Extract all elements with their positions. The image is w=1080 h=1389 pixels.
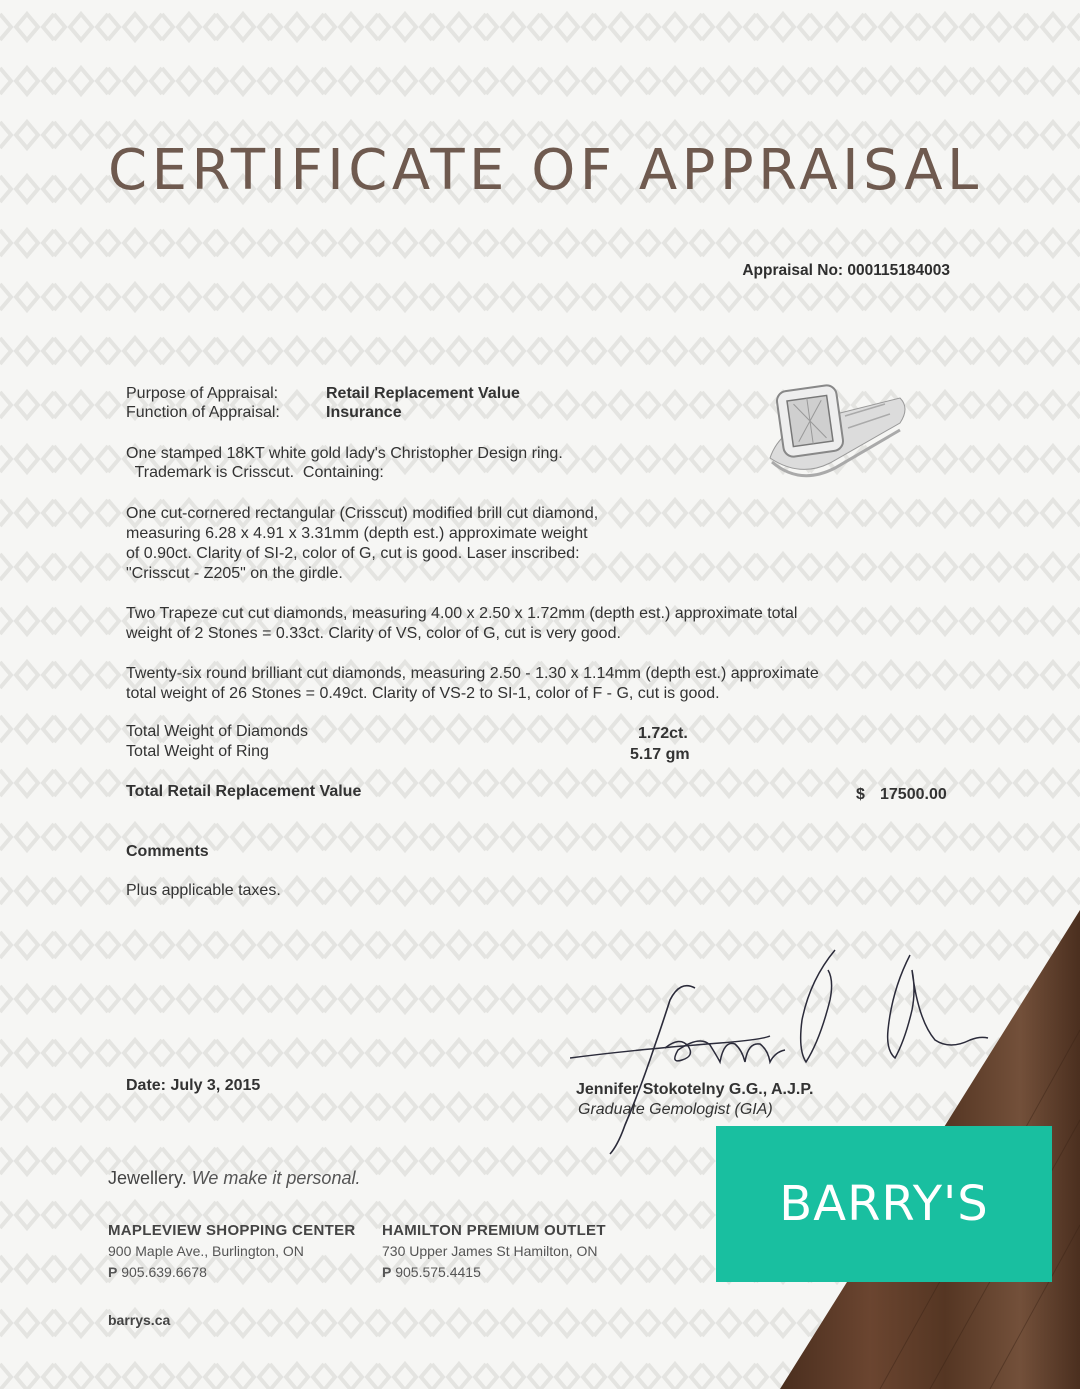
stone1-line1: One cut-cornered rectangular (Crisscut) modified brill cut diamond,: [126, 505, 599, 522]
store2-phone-label: P: [382, 1264, 392, 1280]
total-diamonds-label: Total Weight of Diamonds: [126, 723, 309, 740]
store2-name: HAMILTON PREMIUM OUTLET: [382, 1222, 606, 1239]
purpose-label: Purpose of Appraisal:: [126, 385, 279, 402]
website: barrys.ca: [108, 1312, 171, 1328]
document-title: CERTIFICATE OF APPRAISAL: [108, 138, 983, 203]
diamond-ring-image: [760, 378, 910, 493]
ring-desc-line2: Trademark is Crisscut. Containing:: [126, 464, 384, 481]
tagline: [108, 1168, 360, 1189]
total-diamonds-value: 1.72ct.: [638, 725, 688, 742]
function-label: Function of Appraisal:: [126, 404, 280, 421]
function-value: Insurance: [326, 404, 402, 421]
stone2-line2: weight of 2 Stones = 0.33ct. Clarity of VS, color of G, cut is very good.: [126, 625, 621, 642]
store2-address: 730 Upper James St Hamilton, ON: [382, 1243, 598, 1259]
appraisal-number: Appraisal No: 000115184003: [742, 262, 950, 279]
store2-phone-line: [382, 1264, 481, 1280]
tagline-rest: We make it personal.: [191, 1168, 361, 1188]
comments-text: Plus applicable taxes.: [126, 882, 281, 899]
ring-desc-line1: One stamped 18KT white gold lady's Christopher Design ring.: [126, 445, 563, 462]
total-retail-label: Total Retail Replacement Value: [126, 783, 362, 800]
tagline-prefix: Jewellery.: [108, 1168, 187, 1188]
brand-logo-box: [716, 1126, 1052, 1282]
total-retail-value: 17500.00: [880, 786, 947, 803]
store2-phone: 905.575.4415: [395, 1264, 481, 1280]
stone3-line2: total weight of 26 Stones = 0.49ct. Clarity of VS-2 to SI-1, color of F - G, cut is good.: [126, 685, 720, 702]
total-retail-currency: $: [856, 786, 865, 803]
store1-phone-label: P: [108, 1264, 118, 1280]
store1-address: 900 Maple Ave., Burlington, ON: [108, 1243, 304, 1259]
total-ring-label: Total Weight of Ring: [126, 743, 269, 760]
store1-phone: 905.639.6678: [121, 1264, 207, 1280]
store1-phone-line: [108, 1264, 207, 1280]
signer-title: Graduate Gemologist (GIA): [578, 1101, 773, 1118]
stone1-line4: "Crisscut - Z205" on the girdle.: [126, 565, 343, 582]
total-ring-value: 5.17 gm: [630, 746, 690, 763]
purpose-value: Retail Replacement Value: [326, 385, 520, 402]
stone2-line1: Two Trapeze cut cut diamonds, measuring 4.00 x 2.50 x 1.72mm (depth est.) approximate total: [126, 605, 798, 622]
stone1-line2: measuring 6.28 x 4.91 x 3.31mm (depth est.) approximate weight: [126, 525, 588, 542]
comments-heading: Comments: [126, 843, 209, 860]
stone3-line1: Twenty-six round brilliant cut diamonds, measuring 2.50 - 1.30 x 1.14mm (depth est.) approximate: [126, 665, 819, 682]
stone1-line3: of 0.90ct. Clarity of SI-2, color of G, cut is good. Laser inscribed:: [126, 545, 580, 562]
brand-logo: BARRY'S: [779, 1176, 989, 1232]
store1-name: MAPLEVIEW SHOPPING CENTER: [108, 1222, 356, 1239]
appraisal-date: Date: July 3, 2015: [126, 1077, 261, 1094]
signer-name: Jennifer Stokotelny G.G., A.J.P.: [576, 1081, 814, 1098]
